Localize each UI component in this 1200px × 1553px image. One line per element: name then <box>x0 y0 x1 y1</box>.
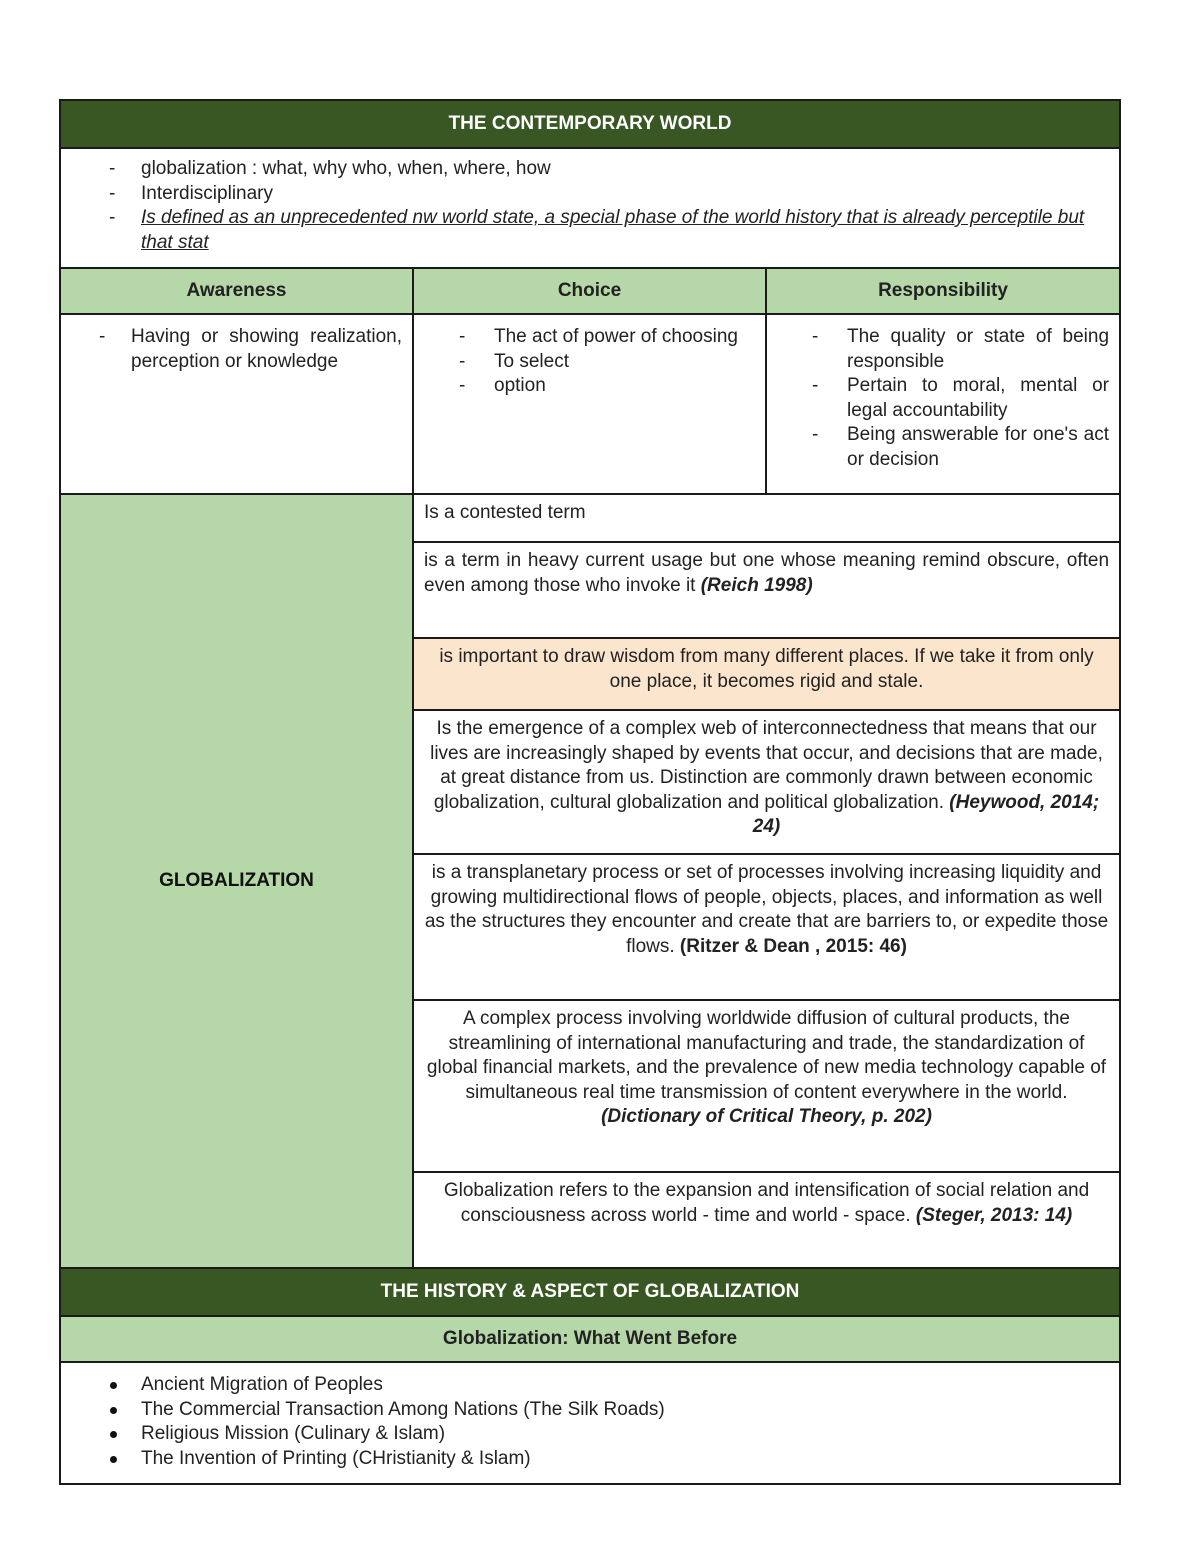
responsibility-header: Responsibility <box>766 268 1120 314</box>
responsibility-list <box>767 325 1109 472</box>
list-item: - Interdisciplinary <box>141 182 1109 207</box>
definition-text: is important to draw wisdom from many different places. If we take it from only one place, it becomes rigid and stale. <box>439 646 1094 692</box>
history-subtitle: Globalization: What Went Before <box>60 1316 1120 1362</box>
definition-text: Is a contested term <box>424 502 586 523</box>
list-item: Religious Mission (Culinary & Islam) <box>141 1422 1109 1447</box>
citation: (Heywood, 2014; 24) <box>752 791 1100 837</box>
list-item: - The quality or state of being responsible <box>847 325 1109 374</box>
citation: (Dictionary of Critical Theory, p. 202) <box>601 1106 932 1127</box>
intro-cell <box>60 148 1120 268</box>
definition-cell <box>413 494 1120 542</box>
list-item: Ancient Migration of Peoples <box>141 1373 1109 1398</box>
citation: (Ritzer & Dean , 2015: 46) <box>679 935 907 957</box>
awareness-header: Awareness <box>60 268 413 314</box>
list-item <box>141 206 1109 255</box>
list-item: The Invention of Printing (CHristianity & Islam) <box>141 1447 1109 1472</box>
page-title: THE CONTEMPORARY WORLD <box>60 100 1120 148</box>
awareness-list <box>61 325 402 374</box>
definition-text: is a term in heavy current usage but one whose meaning remind obscure, often even among those who invoke it <box>424 550 1110 596</box>
history-title: THE HISTORY & ASPECT OF GLOBALIZATION <box>60 1268 1120 1316</box>
document-page <box>59 99 1119 1485</box>
definition-cell <box>413 710 1120 854</box>
definition-cell <box>413 854 1120 1000</box>
responsibility-cell <box>766 314 1120 494</box>
list-item: - The act of power of choosing <box>494 325 755 350</box>
citation: (Reich 1998) <box>700 574 813 596</box>
definition-text: A complex process involving worldwide diffusion of cultural products, the streamlining of international manufacturing and trade, the standardization of global financial markets, and the prevalence of new media technology capable of simultaneous real time transmission of content everywhere in the world. <box>426 1008 1107 1103</box>
definition-cell <box>413 1000 1120 1172</box>
notes-table <box>59 99 1121 1485</box>
history-list <box>61 1373 1109 1471</box>
choice-list <box>414 325 755 399</box>
list-item: - To select <box>494 350 755 375</box>
highlighted-definition-cell <box>413 638 1120 710</box>
citation: (Steger, 2013: 14) <box>915 1204 1073 1226</box>
definition-text: Globalization refers to the expansion and intensification of social relation and consciousness across world - time and world - space. <box>443 1180 1090 1226</box>
intro-list <box>71 157 1109 255</box>
choice-header: Choice <box>413 268 766 314</box>
definition-cell <box>413 1172 1120 1268</box>
list-item: - option <box>494 374 755 399</box>
list-item: - Being answerable for one's act or decision <box>847 423 1109 472</box>
definition-text: Is defined as an unprecedented nw world state, a special phase of the world history that is already perceptile but that stat <box>141 207 1085 253</box>
definition-text: is a transplanetary process or set of processes involving increasing liquidity and growing multidirectional flows of people, objects, places, and information as well as the structures they encounter and create that are barriers to, or expedite those flows. <box>424 862 1109 957</box>
definition-cell <box>413 542 1120 638</box>
list-item: - globalization : what, why who, when, where, how <box>141 157 1109 182</box>
choice-cell <box>413 314 766 494</box>
list-item: - Pertain to moral, mental or legal accountability <box>847 374 1109 423</box>
history-list-cell <box>60 1362 1120 1484</box>
definition-text: Is the emergence of a complex web of interconnectedness that means that our lives are increasingly shaped by events that occur, and decisions that are made, at great distance from us. Distinction are commonly drawn between economic globalization, cultural globalization and political globalization. <box>430 718 1103 813</box>
list-item: The Commercial Transaction Among Nations (The Silk Roads) <box>141 1398 1109 1423</box>
awareness-cell <box>60 314 413 494</box>
list-item: - Having or showing realization, perception or knowledge <box>131 325 402 374</box>
globalization-label: GLOBALIZATION <box>60 494 413 1268</box>
